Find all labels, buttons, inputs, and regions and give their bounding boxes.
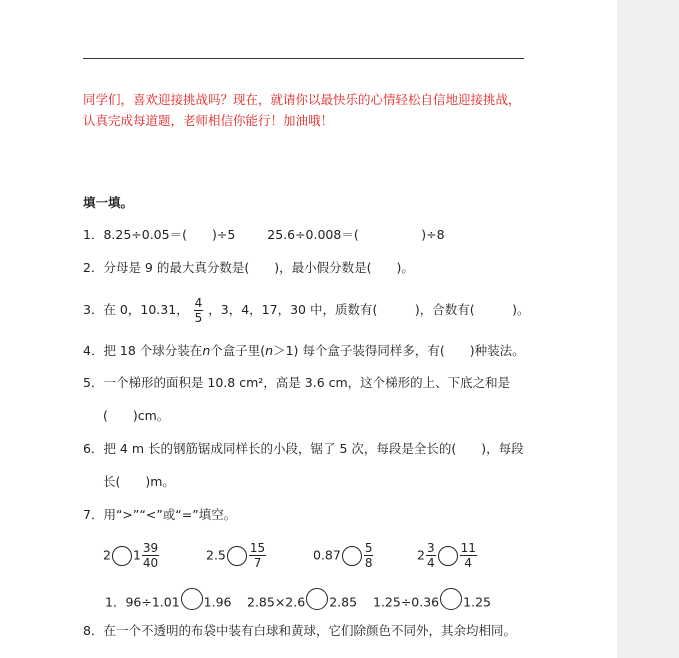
question-4 (83, 342, 525, 360)
q4-after: ＞1) 每个盒子装得同样多，有( )种装法。 (273, 343, 525, 358)
question-7-title: 7．用“>”“<”或“=”填空。 (83, 507, 237, 522)
section-title: 填一填。 (83, 195, 134, 210)
q4-mid: 个盒子里( (210, 343, 266, 358)
intro-line-2: 认真完成每道题，老师相信你能行！加油哦！ (83, 113, 334, 128)
compare-row2-1-circle[interactable] (181, 588, 203, 610)
q4-var1: n (202, 343, 211, 358)
compare-1-right-whole: 1 (132, 547, 141, 563)
compare-3-right-frac (364, 541, 374, 570)
compare-row2-1-right: 1.96 (203, 594, 232, 610)
compare-1-right-num: 39 (142, 541, 159, 555)
compare-row2-1-left: 1．96÷1.01 (105, 594, 180, 610)
compare-4-left-frac (426, 541, 436, 570)
q3-after: ，3，4，17，30 中，质数有( )，合数有( )。 (208, 302, 530, 317)
compare-4-right-den: 4 (460, 555, 477, 570)
compare-3-left: 0.87 (313, 547, 341, 563)
compare-item-4 (417, 538, 478, 572)
question-1 (83, 226, 445, 244)
compare-1-right-den: 40 (142, 556, 159, 570)
compare-item-2 (206, 538, 267, 572)
question-6-line-2: 长( )m。 (103, 474, 175, 489)
compare-row2-2-circle[interactable] (306, 588, 328, 610)
intro-line-1: 同学们，喜欢迎接挑战吗？现在，就请你以最快乐的心情轻松自信地迎接挑战， (83, 92, 521, 107)
compare-row2-2-left: 2.85×2.6 (247, 594, 306, 610)
compare-3-right-num: 5 (364, 541, 373, 555)
compare-2-right-frac (249, 541, 266, 570)
q3-fraction (194, 296, 204, 325)
intro-text (83, 89, 543, 131)
q4-before: 4．把 18 个球分装在 (83, 343, 203, 358)
compare-row2-3-circle[interactable] (440, 588, 462, 610)
q3-before: 3．在 0，10.31， (83, 302, 189, 317)
compare-row2-3-right: 1.25 (463, 594, 491, 610)
q4-var2: n (265, 343, 274, 358)
compare-1-left: 2 (103, 547, 111, 563)
compare-2-right-den: 7 (249, 555, 266, 570)
compare-4-circle[interactable] (438, 546, 458, 566)
compare-row2-item-2 (247, 589, 357, 615)
question-5-line-2: ( )cm。 (103, 408, 170, 423)
compare-row2-2-right: 2.85 (329, 594, 358, 610)
compare-3-right-den: 8 (364, 556, 373, 570)
compare-4-left-whole: 2 (417, 547, 425, 563)
header-rule (83, 58, 524, 59)
compare-item-1 (103, 538, 160, 572)
q1-part2: 25.6÷0.008＝( )÷8 (267, 227, 445, 242)
compare-4-left-num: 3 (426, 541, 435, 555)
question-8: 8．在一个不透明的布袋中装有白球和黄球，它们除颜色不同外，其余均相同。 (83, 623, 516, 638)
compare-3-circle[interactable] (342, 546, 362, 566)
compare-row2-3-left: 1.25÷0.36 (373, 594, 440, 610)
compare-2-circle[interactable] (227, 546, 247, 566)
compare-4-right-frac (460, 541, 477, 570)
compare-2-left: 2.5 (206, 547, 226, 563)
compare-2-right-num: 15 (249, 541, 266, 555)
question-5-line-1: 5．一个梯形的面积是 10.8 cm²，高是 3.6 cm，这个梯形的上、下底之和是 (83, 375, 511, 390)
viewer-side-panel (617, 0, 679, 658)
question-6-line-1: 6．把 4 m 长的钢筋锯成同样长的小段，锯了 5 次，每段是全长的( )，每段 (83, 441, 524, 456)
compare-4-right-num: 11 (460, 541, 476, 555)
compare-1-right-frac (142, 541, 159, 570)
compare-4-left-den: 4 (426, 556, 435, 570)
compare-item-3 (313, 538, 374, 572)
q3-frac-den: 5 (194, 311, 203, 325)
question-2: 2．分母是 9 的最大真分数是( )，最小假分数是( )。 (83, 260, 414, 275)
q3-frac-num: 4 (194, 296, 203, 310)
compare-row2-item-1 (105, 589, 232, 615)
compare-row2-item-3 (373, 589, 491, 615)
q1-part1: 1．8.25÷0.05＝( )÷5 (83, 227, 236, 242)
question-3 (83, 292, 529, 328)
compare-1-circle[interactable] (112, 546, 132, 566)
